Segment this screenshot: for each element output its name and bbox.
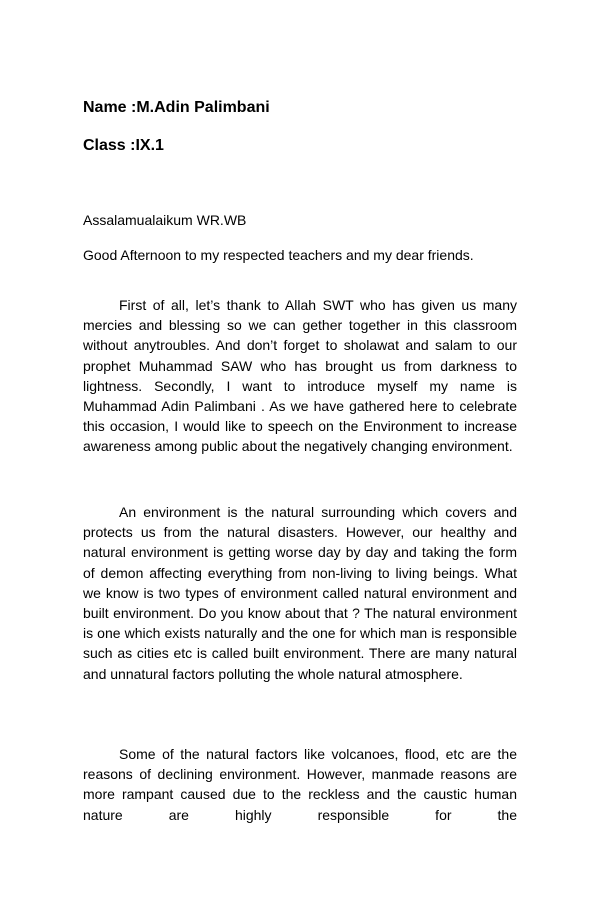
paragraph-environment: An environment is the natural surrounding which covers and protects us from the natural disasters. However, our healthy and natural environment is getting worse day by day and taking the form of demon affecting everything from non-living to living beings. What we know is two types of environment called natural environment and built environment. Do you know about that ? The natural environment is one which exists naturally and the one for which man is responsible such as cities etc is called built environment. There are many natural and unnatural factors polluting the whole natural atmosphere. — [83, 504, 517, 682]
student-name: Name :M.Adin Palimbani — [83, 99, 270, 116]
paragraph-introduction: First of all, let’s thank to Allah SWT who has given us many mercies and blessing so we can gether together in this classroom without anytroubles. And don’t forget to sholawat and salam to our prophet Muhammad SAW who has brought us from darkness to lightness. Secondly, I want to introduce myself my name is Muhammad Adin Palimbani . As we have gathered here to celebrate this occasion, I would like to speech on the Environment to increase awareness among public about the negatively changing environment. — [83, 297, 517, 455]
greeting: Assalamualaikum WR.WB — [83, 212, 247, 228]
paragraph-opening: Good Afternoon to my respected teachers and my dear friends. — [83, 247, 474, 263]
paragraph-natural-factors: Some of the natural factors like volcanoes, flood, etc are the reasons of declining environment. However, manmade reasons are more rampant caused due to the reckless and the caustic human nature are highly responsible for the — [83, 746, 517, 823]
student-class: Class :IX.1 — [83, 137, 164, 154]
